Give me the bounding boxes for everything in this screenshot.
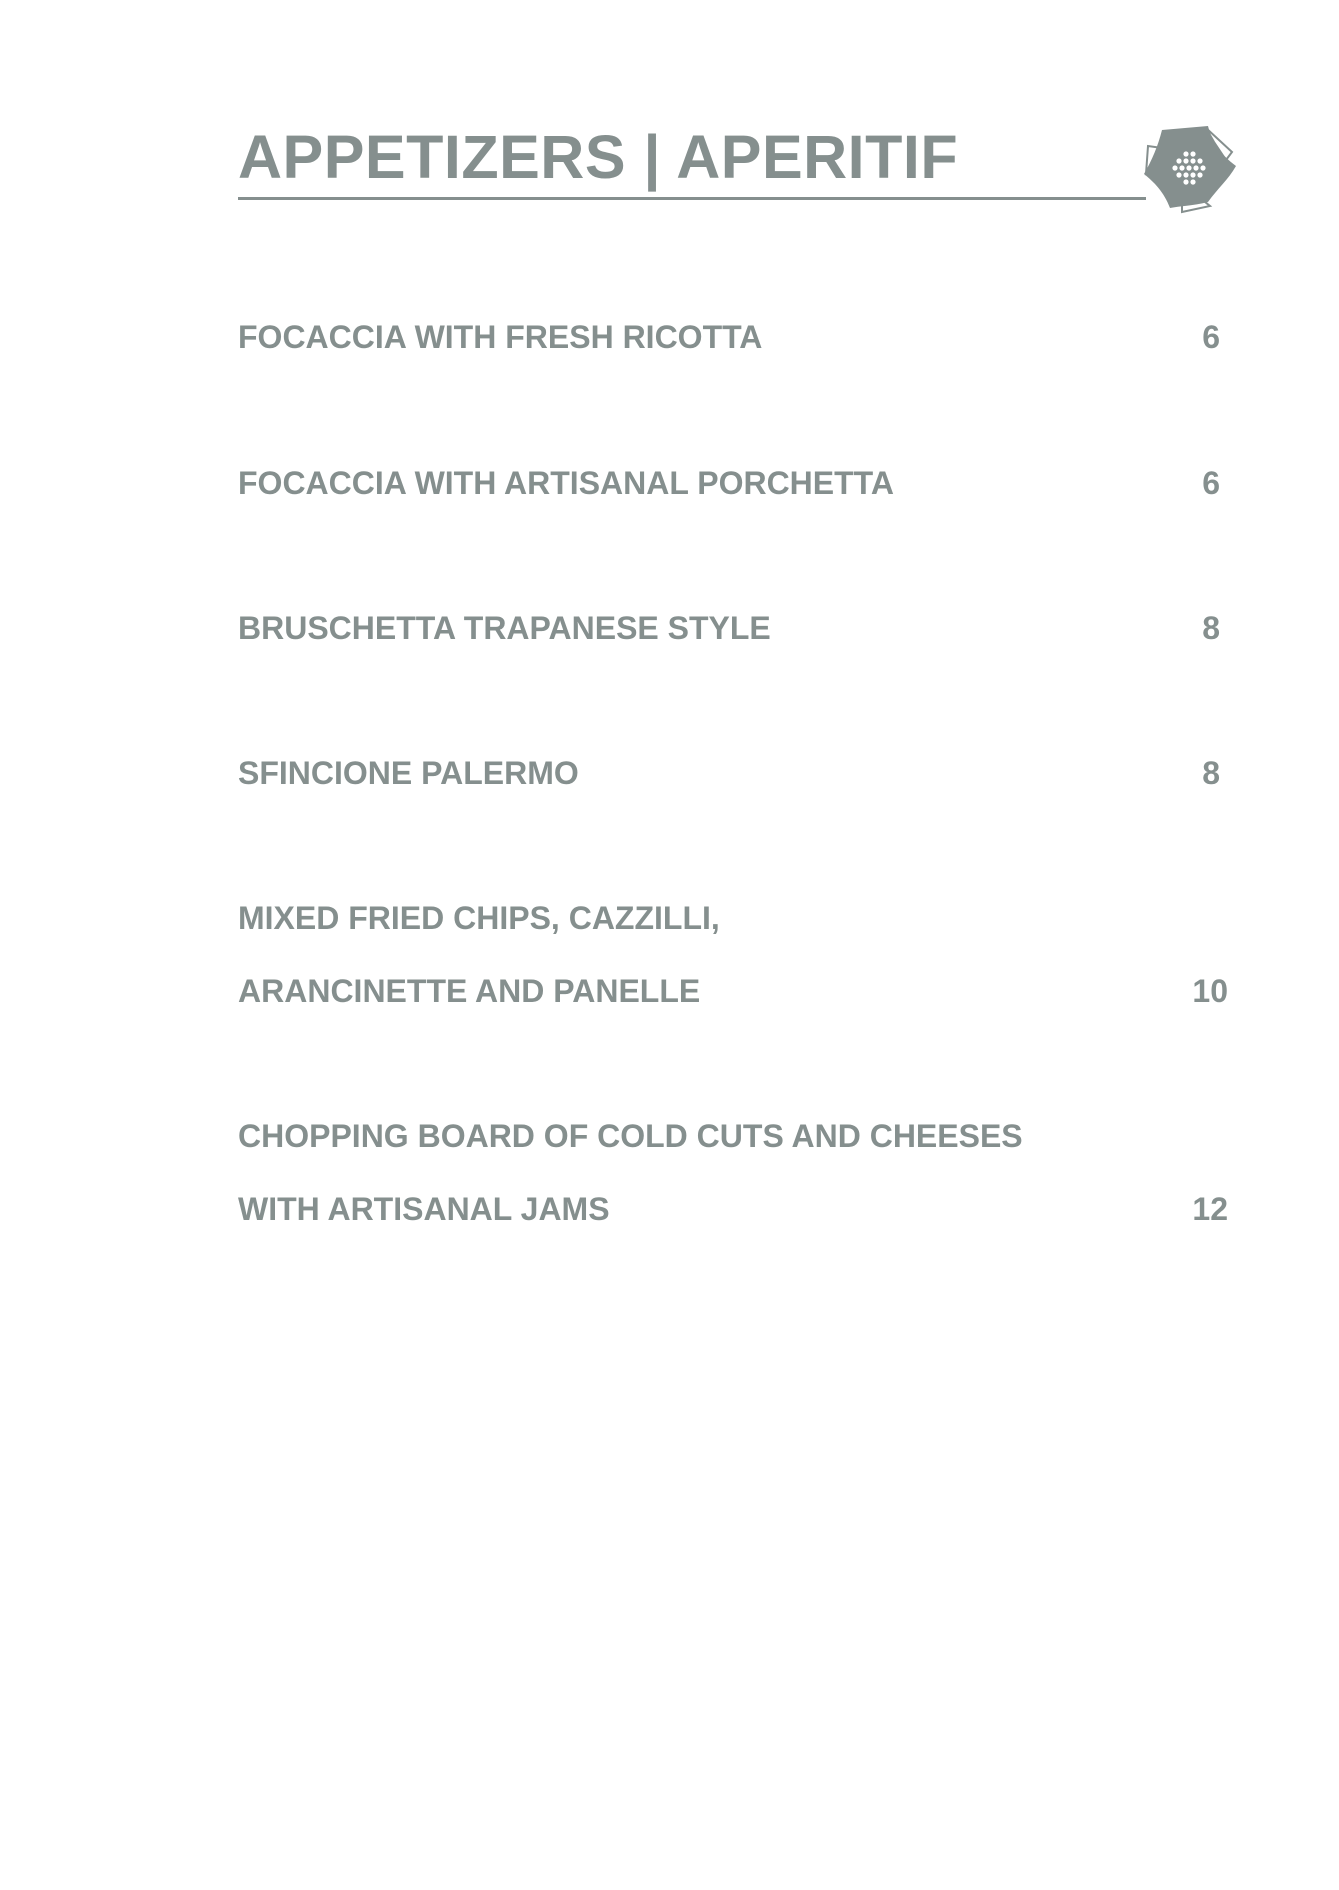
menu-item-name-line-2: WITH ARTISANAL JAMS [238,1191,610,1227]
menu-item-name: FOCACCIA WITH FRESH RICOTTA [238,319,763,355]
menu-item-name-line-1: CHOPPING BOARD OF COLD CUTS AND CHEESES [238,1118,1023,1154]
menu-item-price: 6 [1202,319,1220,355]
title-underline [238,197,1146,200]
menu-item-mixed-fried [238,898,1238,1011]
menu-item-chopping-board [238,1116,1238,1229]
menu-item-focaccia-ricotta [238,317,1238,357]
page-title: APPETIZERS | APERITIF [238,123,959,191]
menu-item-name: SFINCIONE PALERMO [238,755,579,791]
menu-item-name: BRUSCHETTA TRAPANESE STYLE [238,610,771,646]
menu-item-price: 8 [1202,755,1220,791]
menu-item-focaccia-porchetta [238,463,1238,503]
menu-item-sfincione [238,753,1238,793]
menu-item-price: 8 [1202,610,1220,646]
menu-item-name: FOCACCIA WITH ARTISANAL PORCHETTA [238,465,894,501]
menu-item-name-line-1: MIXED FRIED CHIPS, CAZZILLI, [238,900,720,936]
menu-item-bruschetta [238,608,1238,648]
menu-item-price: 6 [1202,465,1220,501]
menu-item-price: 10 [1192,973,1228,1009]
menu-item-name-line-2: ARANCINETTE AND PANELLE [238,973,701,1009]
sicilian-trinacria-logo-icon [1142,122,1236,214]
menu-item-price: 12 [1192,1191,1228,1227]
